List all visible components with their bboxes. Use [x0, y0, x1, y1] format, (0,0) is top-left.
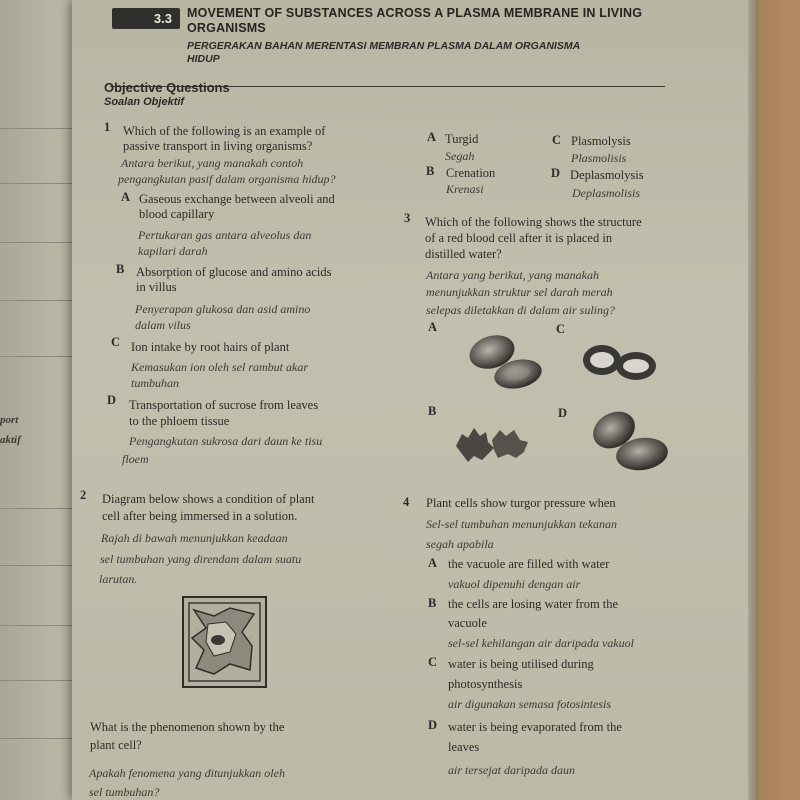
q4-option-b-letter: B	[428, 596, 437, 610]
q1-option-a-letter: A	[121, 190, 131, 204]
q2-option-a-ms: Segah	[445, 149, 475, 163]
q1-option-c-ms-1: Kemasukan ion oleh sel rambut akar	[131, 360, 308, 374]
q4-option-c-text-2: photosynthesis	[448, 677, 523, 691]
q3-option-b-letter: B	[428, 404, 437, 418]
q1-option-b-text-1: Absorption of glucose and amino acids	[136, 265, 332, 279]
q2-stem-ms-line-3: larutan.	[99, 572, 138, 586]
q1-option-c-text-1: Ion intake by root hairs of plant	[131, 340, 290, 354]
q2-stem-ms-line-2: sel tumbuhan yang direndam dalam suatu	[100, 552, 302, 566]
q2-option-b-ms: Krenasi	[446, 182, 484, 196]
q1-option-d-ms-2: floem	[122, 452, 149, 466]
q3-option-d-letter: D	[558, 406, 568, 420]
rbc-option-b-image	[448, 418, 538, 468]
q4-stem-ms-line-1: Sel-sel tumbuhan menunjukkan tekanan	[426, 517, 617, 531]
q1-option-a-text-1: Gaseous exchange between alveoli and	[139, 192, 335, 206]
q1-option-b-ms-1: Penyerapan glukosa dan asid amino	[135, 302, 311, 316]
q3-number: 3	[404, 211, 411, 225]
q1-option-b-ms-2: dalam vilus	[135, 318, 191, 332]
q1-option-a-ms-1: Pertukaran gas antara alveolus dan	[138, 228, 312, 242]
q4-option-a-letter: A	[428, 556, 438, 570]
margin-label-2: aktif	[0, 434, 21, 446]
chapter-subtitle-line-2: HIDUP	[187, 53, 220, 65]
q2-option-d-letter: D	[551, 166, 561, 180]
q1-option-c-letter: C	[111, 335, 121, 349]
q3-stem-ms-line-1: Antara yang berikut, yang manakah	[426, 268, 599, 282]
q3-stem-line-1: Which of the following shows the structure	[425, 215, 642, 229]
q3-stem-ms-line-2: menunjukkan struktur sel darah merah	[426, 285, 613, 299]
q4-option-c-letter: C	[428, 655, 438, 669]
q1-option-d-text-1: Transportation of sucrose from leaves	[129, 398, 319, 412]
q2-option-c-ms: Plasmolisis	[571, 151, 627, 165]
q2-option-a-letter: A	[427, 130, 437, 144]
q2-question-line-1: What is the phenomenon shown by the	[90, 720, 285, 734]
rbc-option-c-image	[580, 336, 660, 388]
q1-stem-ms-line-1: Antara berikut, yang manakah contoh	[121, 156, 304, 170]
q2-option-d-ms: Deplasmolisis	[572, 186, 641, 200]
page-edge	[748, 0, 758, 800]
q4-option-d-ms: air tersejat daripada daun	[448, 763, 576, 777]
section-title: Objective Questions	[104, 80, 230, 95]
section-subtitle: Soalan Objektif	[104, 96, 185, 108]
q4-number: 4	[403, 495, 410, 509]
q4-option-c-ms: air digunakan semasa fotosintesis	[448, 697, 612, 711]
q1-stem-line-1: Which of the following is an example of	[123, 124, 326, 138]
q4-option-b-text-1: the cells are losing water from the	[448, 597, 619, 611]
q2-option-b-letter: B	[426, 164, 435, 178]
q4-stem: Plant cells show turgor pressure when	[426, 496, 616, 510]
q2-option-c-text: Plasmolysis	[571, 134, 631, 148]
q2-number: 2	[80, 488, 87, 502]
q4-option-d-text-1: water is being evaporated from the	[448, 720, 622, 734]
q3-stem-line-2: of a red blood cell after it is placed in	[425, 231, 613, 245]
q1-option-b-text-2: in villus	[136, 280, 177, 294]
q4-option-a-text: the vacuole are filled with water	[448, 557, 610, 571]
margin-label-1: port	[0, 414, 19, 426]
plant-cell-diagram	[180, 594, 270, 690]
q2-question-line-2: plant cell?	[90, 738, 142, 752]
q1-option-d-text-2: to the phloem tissue	[129, 414, 230, 428]
q1-option-b-letter: B	[116, 262, 125, 276]
q2-question-ms-line-1: Apakah fenomena yang ditunjukkan oleh	[89, 766, 285, 780]
q3-option-a-letter: A	[428, 320, 438, 334]
q2-question-ms-line-2: sel tumbuhan?	[89, 785, 160, 799]
rbc-option-a-image	[462, 328, 552, 398]
q3-stem-ms-line-3: selepas diletakkan di dalam air suling?	[426, 303, 615, 317]
q1-option-d-ms-1: Pengangkutan sukrosa dari daun ke tisu	[129, 434, 323, 448]
q4-stem-ms-line-2: segah apabila	[426, 537, 494, 551]
chapter-title-line-1: MOVEMENT OF SUBSTANCES ACROSS A PLASMA MEMBRANE IN LIVING	[187, 6, 643, 20]
q2-option-c-letter: C	[552, 133, 562, 147]
q4-option-b-text-2: vacuole	[448, 616, 487, 630]
q2-option-d-text: Deplasmolysis	[570, 168, 644, 182]
chapter-title-line-2: ORGANISMS	[187, 21, 266, 35]
q4-option-c-text-1: water is being utilised during	[448, 657, 594, 671]
q2-stem-line-1: Diagram below shows a condition of plant	[102, 492, 315, 506]
q1-option-c-ms-2: tumbuhan	[131, 376, 179, 390]
q2-option-b-text: Crenation	[446, 166, 496, 180]
q1-option-d-letter: D	[107, 393, 117, 407]
q4-option-a-ms: vakuol dipenuhi dengan air	[448, 577, 581, 591]
q1-option-a-ms-2: kapilari darah	[138, 244, 208, 258]
q2-stem-line-2: cell after being immersed in a solution.	[102, 509, 298, 523]
chapter-subtitle-line-1: PERGERAKAN BAHAN MERENTASI MEMBRAN PLASMA DALAM ORGANISMA	[187, 40, 581, 52]
q4-option-d-text-2: leaves	[448, 740, 480, 754]
q1-stem-ms-line-2: pengangkutan pasif dalam organisma hidup?	[118, 172, 336, 186]
q3-stem-line-3: distilled water?	[425, 247, 502, 261]
q4-option-b-ms: sel-sel kehilangan air daripada vakuol	[448, 636, 634, 650]
q1-stem-line-2: passive transport in living organisms?	[123, 139, 313, 153]
rbc-option-d-image	[588, 404, 678, 476]
q1-number: 1	[104, 120, 111, 134]
section-badge: 3.3	[112, 8, 180, 29]
q4-option-d-letter: D	[428, 718, 438, 732]
q1-option-a-text-2: blood capillary	[139, 207, 215, 221]
q3-option-c-letter: C	[556, 322, 566, 336]
q2-stem-ms-line-1: Rajah di bawah menunjukkan keadaan	[101, 531, 288, 545]
q2-option-a-text: Turgid	[445, 132, 479, 146]
